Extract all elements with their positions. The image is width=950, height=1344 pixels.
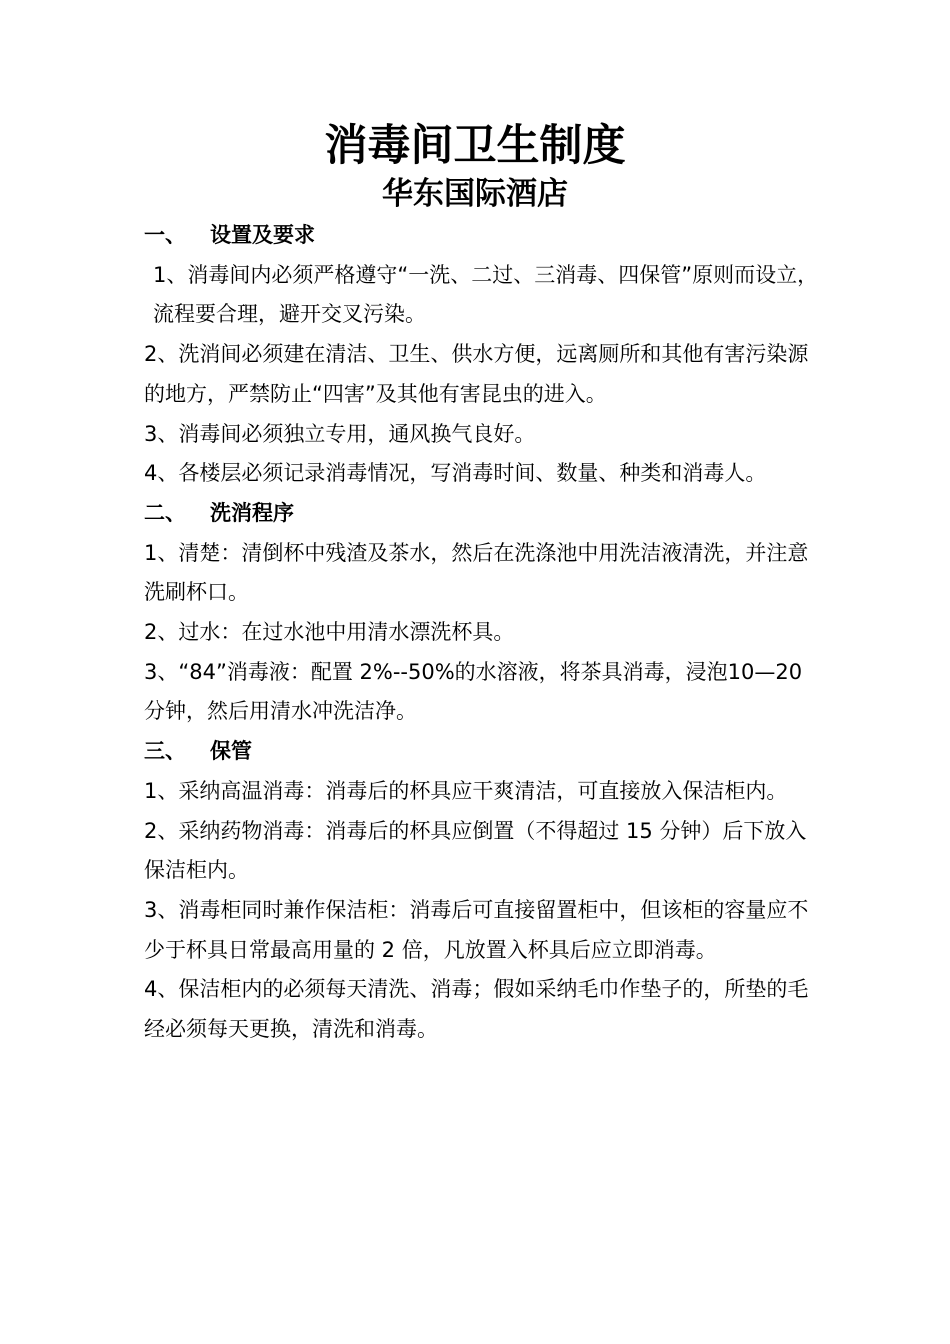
section-title: 设置及要求 [210, 223, 315, 247]
paragraph: 3、消毒柜同时兼作保洁柜：消毒后可直接留置柜中，但该柜的容量应不少于杯具日常最高用量的 2 倍，凡放置入杯具后应立即消毒。 [144, 897, 809, 962]
paragraph: 4、保洁柜内的必须每天清洗、消毒；假如采纳毛巾作垫子的，所垫的毛经必须每天更换，清洗和消毒。 [144, 977, 809, 1042]
document-body [144, 216, 824, 1050]
paragraph: 1、清楚：清倒杯中残渣及茶水，然后在洗涤池中用洗洁液清洗，并注意洗刷杯口。 [144, 540, 809, 605]
section-heading-2 [144, 494, 824, 534]
paragraph: 4、各楼层必须记录消毒情况，写消毒时间、数量、种类和消毒人。 [144, 461, 767, 486]
section-number: 一、 [144, 223, 186, 247]
paragraph: 1、采纳高温消毒：消毒后的杯具应干爽清洁，可直接放入保洁柜内。 [144, 778, 788, 803]
paragraph: 1、消毒间内必须严格遵守“一洗、二过、三消毒、四保管”原则而设立，流程要合理，避开交叉污染。 [153, 262, 819, 327]
section-title: 洗消程序 [210, 500, 294, 525]
document-subtitle: 华东国际酒店 [382, 176, 568, 212]
section-number: 二、 [144, 500, 186, 525]
paragraph: 2、洗消间必须建在清洁、卫生、供水方便，远离厕所和其他有害污染源的地方，严禁防止“四害”及其他有害昆虫的进入。 [144, 342, 809, 406]
paragraph: 3、“84”消毒液：配置 2%--50%的水溶液，将茶具消毒，浸泡10—20 分钟，然后用清水冲洗洁净。 [144, 659, 803, 724]
paragraph: 2、采纳药物消毒：消毒后的杯具应倒置（不得超过 15 分钟）后下放入保洁柜内。 [144, 818, 807, 883]
paragraph: 3、消毒间必须独立专用，通风换气良好。 [144, 421, 536, 446]
document-title: 消毒间卫生制度 [324, 121, 626, 171]
section-heading-3 [144, 732, 824, 772]
section-heading-1 [144, 216, 824, 256]
section-title: 保管 [210, 739, 252, 764]
section-number: 三、 [144, 739, 186, 764]
paragraph: 2、过水：在过水池中用清水漂洗杯具。 [144, 620, 515, 645]
